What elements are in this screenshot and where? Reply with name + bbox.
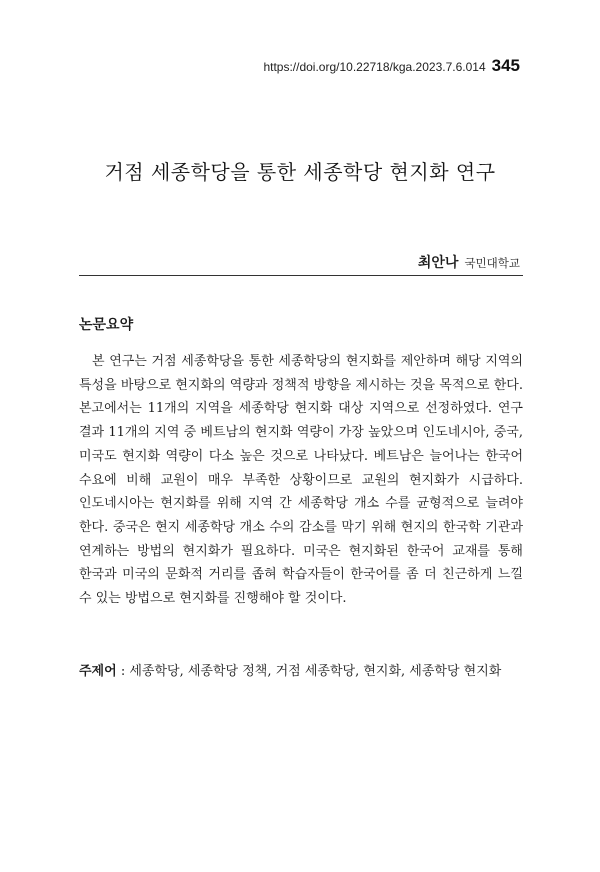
divider-rule (79, 275, 523, 276)
doi-link[interactable]: https://doi.org/10.22718/kga.2023.7.6.014 (263, 60, 486, 74)
abstract-heading: 논문요약 (79, 317, 134, 333)
abstract-body: 본 연구는 거점 세종학당을 통한 세종학당의 현지화를 제안하며 해당 지역의 특성을 바탕으로 현지화의 역량과 정책적 방향을 제시하는 것을 목적으로 한다. 본고에서는 11개의 지역을 세종학당 현지화 대상 지역으로 선정하였다. 연구 결과 11개의 지역 중 베트남의 현지화 역량이 가장 높았으며 인도네시아, 중국, 미국도 현지화 역량이 다소 높은 것으로 나타났다. 베트남은 늘어나는 한국어 수요에 비해 교원이 매우 부족한 상황이므로 교원의 현지화가 시급하다. 인도네시아는 현지화를 위해 지역 간 세종학당 개소 수를 균형적으로 늘려야 한다. 중국은 현지 세종학당 개소 수의 감소를 막기 위해 현지의 한국학 기관과 연계하는 방법의 현지화가 필요하다. 미국은 현지화된 한국어 교재를 통해 한국과 미국의 문화적 거리를 좁혀 학습자들이 한국어를 좀 더 친근하게 느낄 수 있는 방법으로 현지화를 진행해야 할 것이다. (79, 354, 523, 607)
page-number: 345 (491, 56, 520, 75)
page-header (263, 56, 520, 76)
keywords-separator: : (116, 664, 130, 679)
keywords-values: 세종학당, 세종학당 정책, 거점 세종학당, 현지화, 세종학당 현지화 (129, 664, 502, 679)
keywords-label: 주제어 (79, 664, 117, 679)
keywords-line (79, 662, 529, 682)
paper-title: 거점 세종학당을 통한 세종학당 현지화 연구 (104, 160, 496, 184)
author-affiliation: 국민대학교 (464, 256, 520, 270)
author-name: 최안나 (417, 255, 459, 271)
author-line (418, 252, 520, 272)
